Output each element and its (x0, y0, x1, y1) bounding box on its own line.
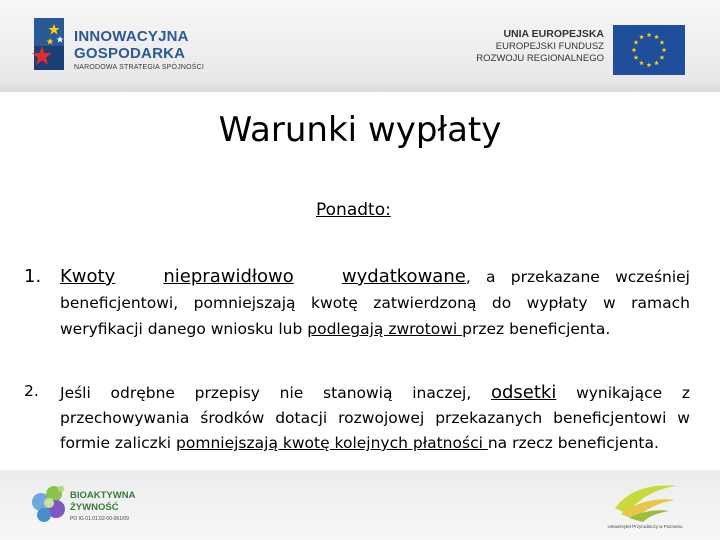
list-item-1-number: 1. (24, 266, 42, 287)
slide-title: Warunki wypłaty (218, 110, 502, 150)
eu-flag-icon (613, 25, 685, 75)
eu-logo-line3: ROZWOJU REGIONALNEGO (476, 52, 604, 64)
list-item-1-text (60, 264, 690, 342)
item1-body: , a przekazane wcześniej beneficjentowi, pomniejszają kwotę zatwierdzoną do wypłaty w ramach weryfikacji danego wniosku lub (60, 268, 690, 338)
item1-end: przez beneficjenta. (462, 320, 611, 338)
list-item-2-number: 2. (24, 382, 39, 400)
ig-logo-line1: INNOWACYJNA (74, 28, 189, 45)
bio-logo-line1: BIOAKTYWNA (70, 490, 136, 501)
eu-logo-line1: UNIA EUROPEJSKA (503, 28, 604, 40)
innowacyjna-gospodarka-logo (30, 16, 260, 76)
university-logo (605, 478, 685, 534)
item2-body: wynikające z przechowywania środków dotacji rozwojowej przekazanych beneficjentowi w formie zaliczki (60, 384, 690, 452)
bio-logo-code: PO IG 01.01.02-00-061/09 (70, 516, 129, 522)
item1-kwoty: Kwoty (60, 266, 116, 287)
item1-wydatkowane: wydatkowane (341, 266, 466, 287)
bioaktywna-zywnosc-logo (30, 480, 170, 530)
ig-logo-tagline: NARODOWA STRATEGIA SPÓJNOŚCI (74, 64, 205, 71)
item1-podlegaja-zwrotowi: podlegają zwrotowi (307, 320, 463, 338)
slide-subtitle: Ponadto: (316, 200, 391, 220)
item2-odsetki: odsetki (490, 382, 557, 403)
bio-emblem-icon (30, 480, 68, 526)
ig-logo-line2: GOSPODARKA (74, 45, 186, 62)
list-item-2-text (60, 380, 690, 456)
university-emblem-icon (605, 478, 685, 524)
item2-start: Jeśli odrębne przepisy nie stanowią inaczej, (60, 384, 491, 402)
university-caption: Uniwersytet Przyrodniczy w Poznaniu (607, 524, 683, 529)
item1-nieprawidlowo: nieprawidłowo (163, 266, 294, 287)
eu-logo-line2: EUROPEJSKI FUNDUSZ (495, 41, 604, 52)
bio-logo-line2: ŻYWNOŚĆ (70, 502, 119, 513)
item2-pomniejszaja: pomniejszają kwotę kolejnych płatności (176, 434, 488, 452)
item2-end: na rzecz beneficjenta. (487, 434, 659, 452)
ig-emblem-icon (30, 16, 70, 74)
eu-logo-text (476, 28, 604, 64)
